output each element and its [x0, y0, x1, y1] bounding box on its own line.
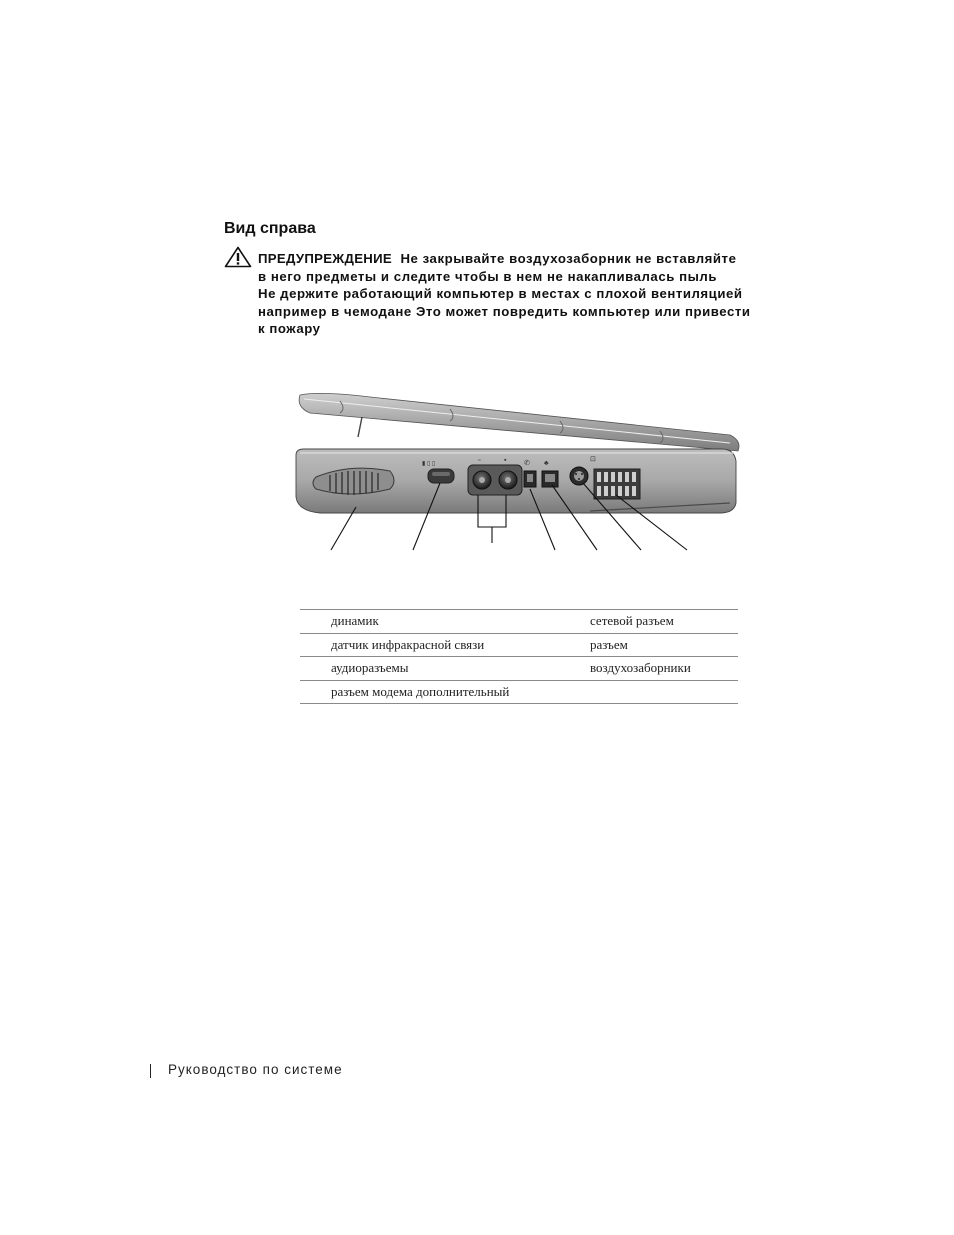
section-title: Вид справа — [224, 220, 316, 237]
table-row — [300, 680, 738, 704]
laptop-lid — [299, 393, 739, 451]
legend-label: аудиоразъемы — [331, 657, 559, 681]
footer-divider — [150, 1064, 151, 1078]
air-intake-vents — [594, 469, 640, 499]
footer-title: Руководство по системе — [168, 1062, 343, 1077]
table-row — [300, 610, 738, 634]
warning-line-2: в него предметы и следите чтобы в нем не накапливалась пыль — [258, 268, 717, 284]
svg-text:▫: ▫ — [478, 457, 481, 464]
laptop-right-side-figure — [290, 385, 750, 555]
callout-line-speaker — [331, 507, 356, 550]
legend-label: воздухозаборники — [590, 657, 738, 681]
warning-line-3: Не держите работающий компьютер в местах с плохой вентиляцией — [258, 286, 743, 302]
warning-notice — [258, 250, 818, 338]
warning-line-5: к пожару — [258, 321, 321, 337]
legend-label: датчик инфракрасной связи — [331, 633, 559, 657]
svg-text:✆: ✆ — [524, 460, 530, 467]
warning-label: ПРЕДУПРЕЖДЕНИЕ — [258, 251, 393, 266]
warning-line-4: например в чемодане Это может повредить компьютер или привести — [258, 303, 751, 319]
svg-text:▪: ▪ — [504, 457, 507, 464]
legend-label — [590, 680, 738, 704]
svg-text:⊡: ⊡ — [590, 456, 596, 463]
warning-triangle-icon — [224, 246, 252, 268]
warning-text-1: Не закрывайте воздухозаборник не вставляйте — [400, 251, 737, 266]
legend-label: разъем — [590, 633, 738, 657]
svg-text:♣: ♣ — [544, 460, 549, 467]
table-row — [300, 657, 738, 681]
table-row — [300, 633, 738, 657]
legend-label: разъем модема дополнительный — [331, 680, 559, 704]
legend-label: сетевой разъем — [590, 610, 738, 634]
warning-line-1 — [258, 250, 818, 268]
legend-table — [300, 609, 738, 704]
svg-text:▮ ▯ ▯: ▮ ▯ ▯ — [422, 461, 436, 467]
legend-label: динамик — [331, 610, 559, 634]
